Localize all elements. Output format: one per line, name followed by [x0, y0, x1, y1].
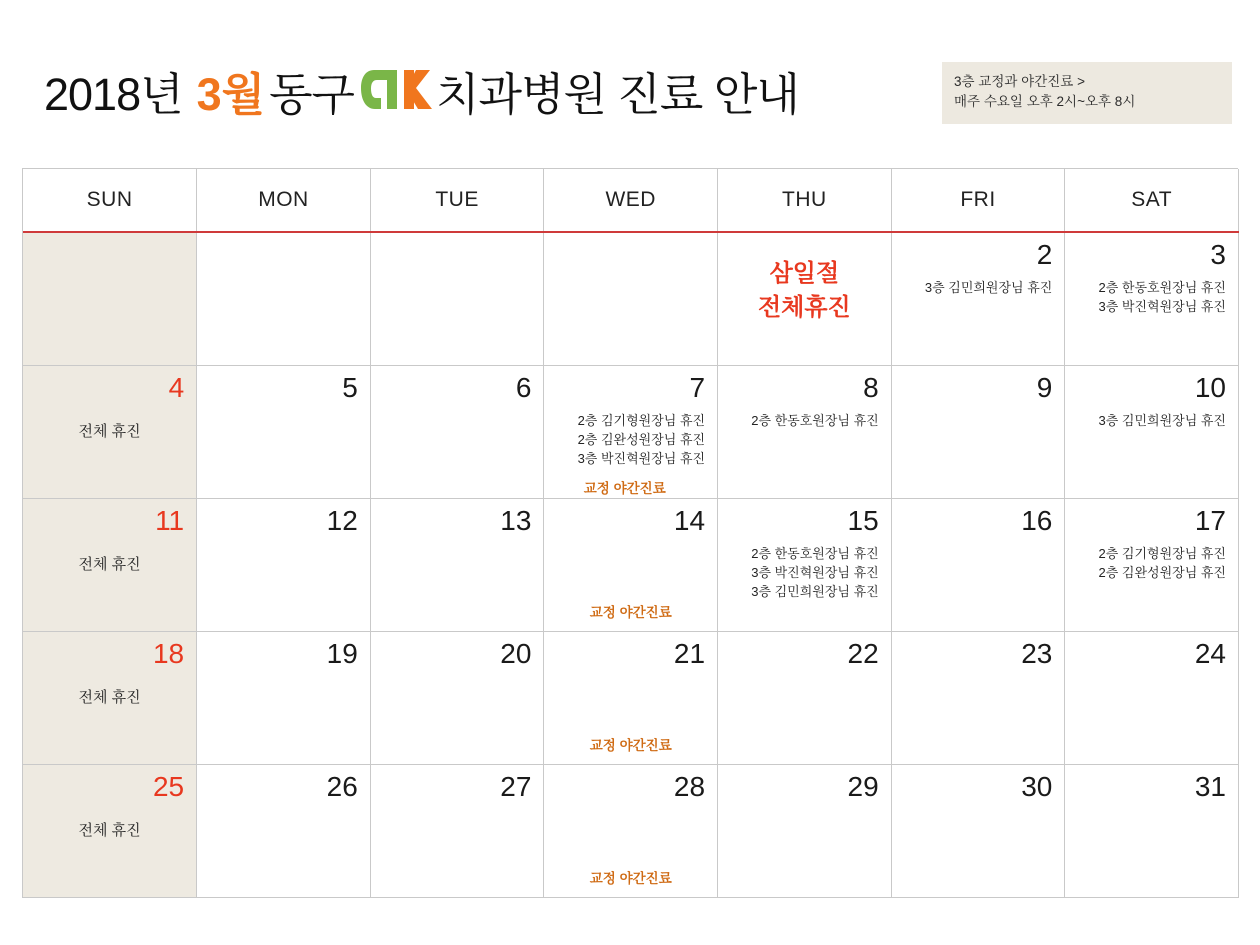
calendar-cell-day-30[interactable] [891, 765, 1065, 898]
calendar-cell-empty[interactable] [544, 232, 718, 366]
event-list [718, 545, 891, 602]
day-number: 28 [673, 771, 706, 802]
day-number: 2 [1036, 239, 1053, 270]
event-item: 2층 김완성원장님 휴진 [577, 431, 706, 447]
day-number: 30 [1021, 771, 1053, 802]
sunday-closed-note: 전체 휴진 [78, 556, 141, 573]
calendar-cell-day-24[interactable] [1065, 632, 1239, 765]
event-item: 3층 박진혁원장님 휴진 [577, 450, 706, 466]
day-number: 3 [1210, 239, 1226, 270]
event-item: 2층 김완성원장님 휴진 [1098, 564, 1226, 580]
calendar-cell-day-8[interactable] [718, 366, 892, 499]
day-number: 9 [1036, 372, 1053, 403]
calendar-cell-day-10[interactable] [1065, 366, 1239, 499]
calendar-cell-day-29[interactable] [718, 765, 892, 898]
event-list [1065, 279, 1238, 317]
day-number: 7 [689, 372, 706, 403]
calendar-cell-day-31[interactable] [1065, 765, 1239, 898]
day-number: 4 [168, 372, 185, 403]
ck-logo-icon [360, 67, 434, 113]
calendar-cell-day-22[interactable] [718, 632, 892, 765]
calendar-cell-day-3[interactable] [1065, 232, 1239, 366]
day-number: 17 [1194, 505, 1226, 536]
event-list [1065, 545, 1238, 583]
calendar-cell-day-16[interactable] [891, 499, 1065, 632]
event-item: 2층 김기형원장님 휴진 [1098, 546, 1226, 561]
calendar-cell-day-27[interactable] [370, 765, 544, 898]
day-number: 20 [500, 638, 532, 669]
day-number: 19 [326, 638, 358, 669]
calendar-cell-day-13[interactable] [370, 499, 544, 632]
calendar-cell-day-17[interactable] [1065, 499, 1239, 632]
calendar-table [23, 169, 1239, 898]
day-number: 5 [342, 372, 358, 403]
weekday-wed: WED [544, 169, 718, 232]
night-clinic-label: 교정 야간진료 [583, 480, 666, 496]
title-year: 2018년 [44, 69, 183, 120]
page-header [0, 0, 1260, 150]
calendar-header-row [23, 169, 1239, 232]
weekday-thu: THU [718, 169, 892, 232]
calendar-cell-day-6[interactable] [370, 366, 544, 499]
day-number: 6 [515, 372, 532, 403]
calendar-cell-day-14[interactable] [544, 499, 718, 632]
weekday-mon: MON [197, 169, 371, 232]
calendar-cell-day-5[interactable] [197, 366, 371, 499]
calendar-week-row [23, 632, 1239, 765]
night-clinic-label: 교정 야간진료 [589, 605, 672, 620]
day-number: 26 [326, 771, 358, 802]
page-title [44, 58, 799, 123]
calendar-cell-day-25[interactable] [23, 765, 197, 898]
calendar-cell-day-20[interactable] [370, 632, 544, 765]
event-item: 2층 한동호원장님 휴진 [751, 413, 879, 428]
night-clinic-label: 교정 야간진료 [589, 871, 672, 886]
day-number: 21 [673, 638, 706, 669]
sunday-closed-note: 전체 휴진 [78, 689, 141, 706]
holiday-note [718, 257, 891, 325]
calendar-cell-day-28[interactable] [544, 765, 718, 898]
notice-line-2: 매주 수요일 오후 2시~오후 8시 [954, 94, 1136, 110]
event-item: 3층 박진혁원장님 휴진 [1098, 298, 1226, 314]
day-number: 31 [1194, 771, 1226, 802]
calendar-cell-empty[interactable] [23, 232, 197, 366]
day-number: 14 [673, 505, 706, 536]
calendar-cell-day-2[interactable] [891, 232, 1065, 366]
calendar-cell-day-23[interactable] [891, 632, 1065, 765]
weekday-sat: SAT [1065, 169, 1239, 232]
day-number: 24 [1194, 638, 1226, 669]
weekday-fri: FRI [891, 169, 1065, 232]
calendar-week-row [23, 765, 1239, 898]
calendar-body [23, 232, 1239, 898]
title-rest: 치과병원 진료 안내 [436, 69, 799, 120]
day-number: 11 [155, 505, 185, 536]
event-item: 3층 박진혁원장님 휴진 [751, 564, 879, 580]
day-number: 23 [1021, 638, 1053, 669]
calendar-cell-empty[interactable] [718, 232, 892, 366]
event-item: 3층 김민희원장님 휴진 [1098, 413, 1226, 428]
event-item: 3층 김민희원장님 휴진 [751, 583, 879, 599]
event-item: 2층 한동호원장님 휴진 [1098, 280, 1226, 295]
sunday-closed-note: 전체 휴진 [78, 423, 141, 440]
calendar-week-row [23, 499, 1239, 632]
calendar-cell-day-4[interactable] [23, 366, 197, 499]
event-list [544, 412, 717, 497]
day-number: 18 [152, 638, 185, 669]
day-number: 12 [326, 505, 358, 536]
calendar-cell-day-26[interactable] [197, 765, 371, 898]
calendar-cell-day-9[interactable] [891, 366, 1065, 499]
notice-line-1: 3층 교정과 야간진료 > [954, 74, 1085, 89]
event-item: 2층 한동호원장님 휴진 [751, 546, 879, 561]
calendar-week-row [23, 232, 1239, 366]
calendar-cell-day-11[interactable] [23, 499, 197, 632]
day-number: 29 [847, 771, 879, 802]
day-number: 8 [863, 372, 879, 403]
calendar-cell-day-18[interactable] [23, 632, 197, 765]
day-number: 16 [1021, 505, 1053, 536]
title-month: 3월 [196, 69, 266, 120]
night-clinic-label: 교정 야간진료 [589, 738, 672, 753]
weekday-sun: SUN [23, 169, 197, 232]
calendar-cell-empty[interactable] [370, 232, 544, 366]
day-number: 22 [847, 638, 879, 669]
event-item: 3층 김민희원장님 휴진 [924, 280, 1053, 295]
event-item: 2층 김기형원장님 휴진 [577, 413, 706, 428]
sunday-closed-note: 전체 휴진 [78, 822, 141, 839]
calendar-cell-day-15[interactable] [718, 499, 892, 632]
weekday-tue: TUE [370, 169, 544, 232]
notice-box [942, 62, 1232, 124]
event-list [892, 279, 1065, 298]
holiday-line-1: 삼일절 [769, 260, 840, 287]
calendar [22, 168, 1238, 898]
calendar-cell-day-21[interactable] [544, 632, 718, 765]
calendar-week-row [23, 366, 1239, 499]
event-list [1065, 412, 1238, 431]
calendar-cell-day-12[interactable] [197, 499, 371, 632]
event-list [718, 412, 891, 431]
calendar-cell-empty[interactable] [197, 232, 371, 366]
day-number: 25 [152, 771, 185, 802]
day-number: 15 [847, 505, 879, 536]
day-number: 13 [500, 505, 532, 536]
title-place: 동구 [269, 69, 355, 120]
day-number: 27 [500, 771, 532, 802]
calendar-cell-day-7[interactable] [544, 366, 718, 499]
calendar-cell-day-19[interactable] [197, 632, 371, 765]
holiday-line-2: 전체휴진 [758, 294, 851, 322]
day-number: 10 [1194, 372, 1226, 403]
